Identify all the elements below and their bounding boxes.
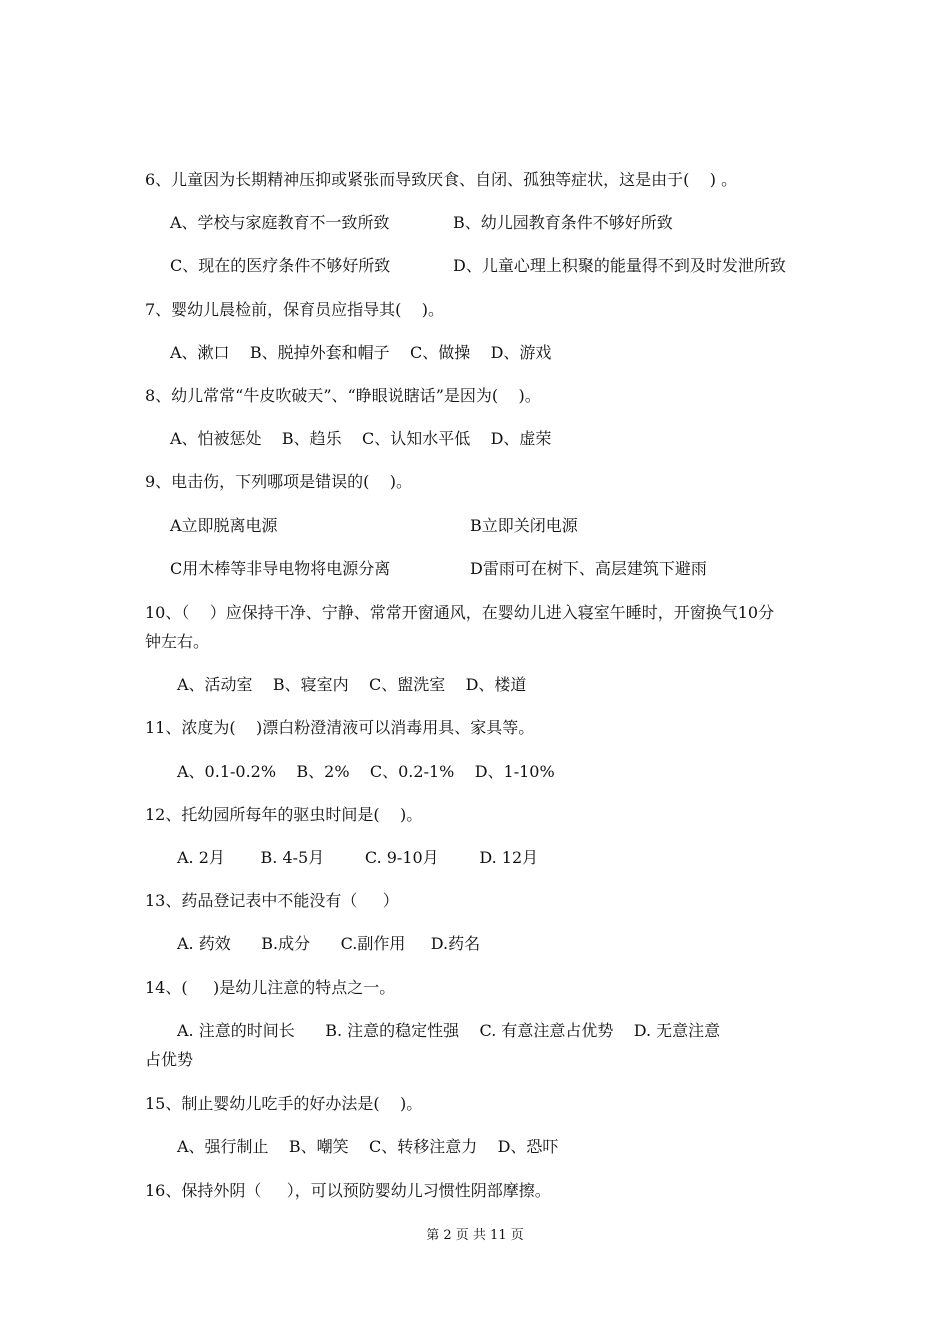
question-15-options: A、强行制止 B、嘲笑 C、转移注意力 D、恐吓 [177,1137,559,1156]
question-8-stem: 8、幼儿常常“牛皮吹破天”、“睁眼说瞎话”是因为( )。 [145,386,541,405]
question-15-stem: 15、制止婴幼儿吃手的好办法是( )。 [145,1094,423,1113]
question-13-stem: 13、药品登记表中不能没有（ ） [145,891,399,910]
question-16-stem: 16、保持外阴（ ），可以预防婴幼儿习惯性阴部摩擦。 [145,1181,551,1200]
question-11-stem: 11、浓度为( )漂白粉澄清液可以消毒用具、家具等。 [145,718,535,737]
question-11-options: A、0.1-0.2% B、2% C、0.2-1% D、1-10% [177,762,555,781]
question-7-stem: 7、婴幼儿晨检前，保育员应指导其( )。 [145,300,445,319]
question-8-options: A、怕被惩处 B、趋乐 C、认知水平低 D、虚荣 [170,429,552,448]
question-10-options: A、活动室 B、寝室内 C、盥洗室 D、楼道 [177,675,527,694]
question-6-stem: 6、儿童因为长期精神压抑或紧张而导致厌食、自闭、孤独等症状，这是由于( ) 。 [145,170,738,189]
question-14-options-line1: A. 注意的时间长 B. 注意的稳定性强 C. 有意注意占优势 D. 无意注意 [177,1021,721,1040]
question-7-options: A、漱口 B、脱掉外套和帽子 C、做操 D、游戏 [170,343,552,362]
page-number: 第 2 页 共 11 页 [426,1228,524,1243]
question-9-option-d: D雷雨可在树下、高层建筑下避雨 [470,559,707,578]
question-13-options: A. 药效 B.成分 C.副作用 D.药名 [177,934,481,953]
question-14-options-line2: 占优势 [145,1050,194,1069]
question-10-stem-line1: 10、（ ）应保持干净、宁静、常常开窗通风，在婴幼儿进入寝室午睡时，开窗换气10分 [145,603,775,622]
question-14-stem: 14、( )是幼儿注意的特点之一。 [145,978,396,997]
question-12-stem: 12、托幼园所每年的驱虫时间是( )。 [145,805,423,824]
question-9-stem: 9、电击伤，下列哪项是错误的( )。 [145,472,413,491]
question-6-option-a: A、学校与家庭教育不一致所致 [170,213,390,232]
question-9-option-c: C用木棒等非导电物将电源分离 [170,559,391,578]
question-6-option-b: B、幼儿园教育条件不够好所致 [453,213,673,232]
question-6-option-c: C、现在的医疗条件不够好所致 [170,256,391,275]
question-10-stem-line2: 钟左右。 [145,632,210,651]
question-12-options: A. 2月 B. 4-5月 C. 9-10月 D. 12月 [177,848,539,867]
question-9-option-b: B立即关闭电源 [470,516,578,535]
question-6-option-d: D、儿童心理上积聚的能量得不到及时发泄所致 [453,256,786,275]
question-9-option-a: A立即脱离电源 [170,516,278,535]
